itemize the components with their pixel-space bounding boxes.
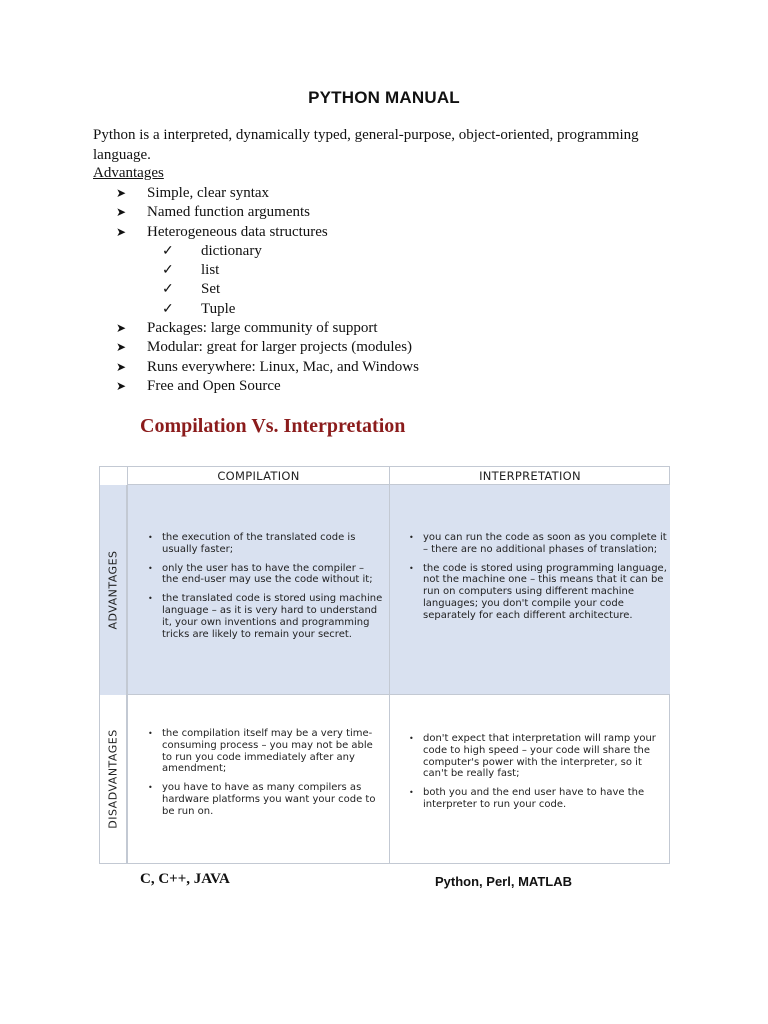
row-label-disadvantages: DISADVANTAGES xyxy=(100,695,127,863)
checkmark-icon: ✓ xyxy=(162,243,174,259)
compiled-languages-label: C, C++, JAVA xyxy=(140,871,230,887)
list-item: • you have to have as many compilers as hardware platforms you want your code to be run on. xyxy=(148,782,383,817)
list-item: ➤ Packages: large community of support xyxy=(116,319,419,338)
list-item: ➤ Runs everywhere: Linux, Mac, and Windows xyxy=(116,358,419,377)
list-item: • the translated code is stored using machine language – as it is very hard to understand it, your own inventions and programming tricks are likely to remain your secret. xyxy=(148,593,383,640)
page-title: PYTHON MANUAL xyxy=(308,88,460,107)
checkmark-icon: ✓ xyxy=(162,301,174,317)
comparison-heading: Compilation Vs. Interpretation xyxy=(140,415,406,437)
list-item: • you can run the code as soon as you complete it – there are no additional phases of translation; xyxy=(409,532,667,556)
list-item: ✓ Set xyxy=(116,280,419,299)
list-item: ✓ Tuple xyxy=(116,300,419,319)
arrow-bullet-icon: ➤ xyxy=(116,224,127,239)
list-item: ➤ Named function arguments xyxy=(116,203,419,222)
list-item: • only the user has to have the compiler – the end-user may use the code without it; xyxy=(148,563,383,587)
list-item: ✓ dictionary xyxy=(116,242,419,261)
interpretation-advantages-cell xyxy=(389,485,670,695)
interpreted-languages-label: Python, Perl, MATLAB xyxy=(435,874,572,889)
list-item: ✓ list xyxy=(116,261,419,280)
arrow-bullet-icon: ➤ xyxy=(116,186,127,200)
arrow-bullet-icon: ➤ xyxy=(116,321,127,336)
list-item: • don't expect that interpretation will ramp your code to high speed – your code will share the computer's power with the interpreter, so it can't be really fast; xyxy=(409,733,667,780)
row-label-advantages: ADVANTAGES xyxy=(100,485,127,695)
compilation-disadvantages-cell xyxy=(127,695,389,863)
arrow-bullet-icon: ➤ xyxy=(116,378,127,393)
arrow-bullet-icon: ➤ xyxy=(116,359,127,374)
column-header-interpretation: INTERPRETATION xyxy=(389,467,670,485)
column-header-compilation: COMPILATION xyxy=(127,467,389,485)
compilation-advantages-cell xyxy=(127,485,389,695)
list-item: ➤ Heterogeneous data structures xyxy=(116,223,419,242)
interpretation-disadvantages-cell xyxy=(389,695,670,863)
list-item: ➤ Free and Open Source xyxy=(116,377,419,396)
list-item: • both you and the end user have to have the interpreter to run your code. xyxy=(409,787,667,811)
list-item: ➤ Simple, clear syntax xyxy=(116,184,419,203)
comparison-table xyxy=(99,466,670,864)
checkmark-icon: ✓ xyxy=(162,263,174,279)
checkmark-icon: ✓ xyxy=(162,282,174,298)
list-item: • the code is stored using programming language, not the machine one – this means that it can be run on computers using different machine languages; you don't compile your code separately for each different architecture. xyxy=(409,563,667,622)
list-item: • the compilation itself may be a very time-consuming process – you may not be able to run you code immediately after any amendment; xyxy=(148,728,383,775)
list-item: • the execution of the translated code is usually faster; xyxy=(148,532,383,556)
arrow-bullet-icon: ➤ xyxy=(116,340,127,355)
intro-paragraph: Python is a interpreted, dynamically typed, general-purpose, object-oriented, programming language. xyxy=(93,127,639,163)
advantages-heading: Advantages xyxy=(93,165,164,181)
arrow-bullet-icon: ➤ xyxy=(116,205,127,220)
advantages-list xyxy=(116,184,419,396)
list-item: ➤ Modular: great for larger projects (modules) xyxy=(116,338,419,357)
